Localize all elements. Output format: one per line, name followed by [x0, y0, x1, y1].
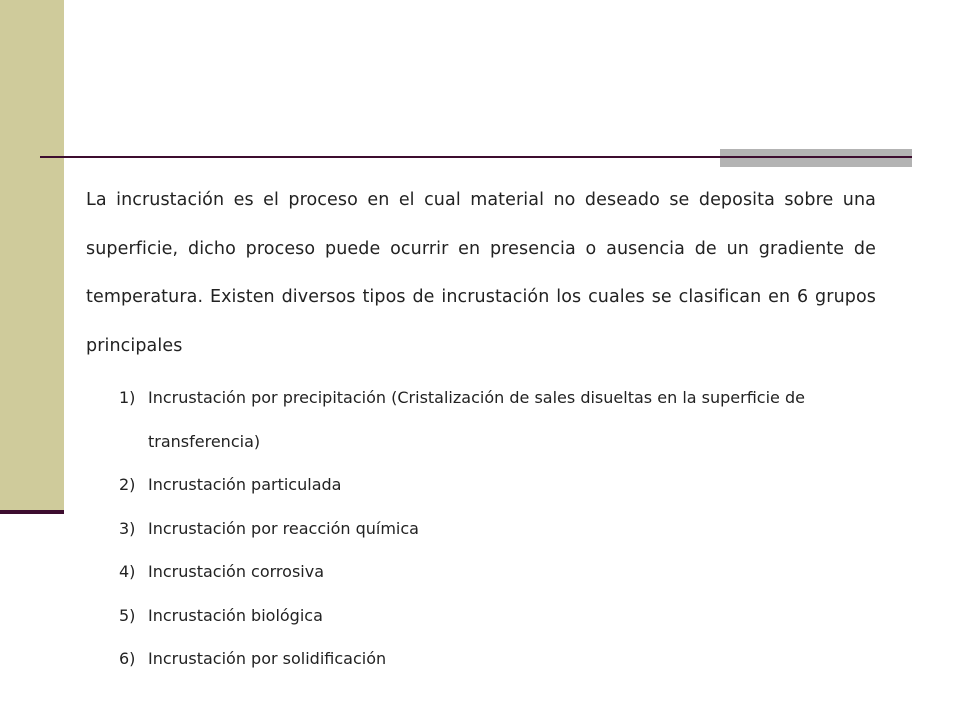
list-item [119, 376, 805, 463]
list-item-text: Incrustación corrosiva [148, 562, 324, 581]
list-item-number: 6) [119, 649, 136, 668]
list-item-number: 3) [119, 518, 136, 538]
list-item [119, 594, 805, 638]
left-decorative-bar [0, 0, 64, 510]
list-item-number: 4) [119, 562, 136, 581]
list-item [119, 550, 805, 594]
list-item [119, 507, 805, 551]
intro-paragraph: La incrustación es el proceso en el cual material no deseado se deposita sobre una superficie, dicho proceso puede ocurrir en presencia o ausencia de un gradiente de temperatura. Existen diversos tipos de incrustación los cuales se clasifican en 6 grupos principales [86, 190, 876, 356]
list-item-number: 5) [119, 605, 136, 625]
left-bar-underline [0, 510, 64, 514]
title-accent-line [720, 156, 912, 158]
list-item-number: 1) [119, 388, 136, 407]
slide-content [86, 176, 876, 681]
list-item-text: Incrustación por reacción química [148, 518, 419, 538]
title-accent-block [720, 149, 912, 167]
list-item-text: Incrustación biológica [148, 605, 323, 625]
list-item-text: Incrustación por solidificación [148, 649, 387, 668]
fouling-types-list [86, 376, 805, 681]
list-item-text: Incrustación particulada [148, 475, 342, 494]
list-item-number: 2) [119, 475, 136, 494]
list-item-text: Incrustación por precipitación (Cristalización de sales disueltas en la superficie de transferencia) [148, 388, 805, 451]
list-item [119, 637, 805, 681]
list-item [119, 463, 805, 507]
